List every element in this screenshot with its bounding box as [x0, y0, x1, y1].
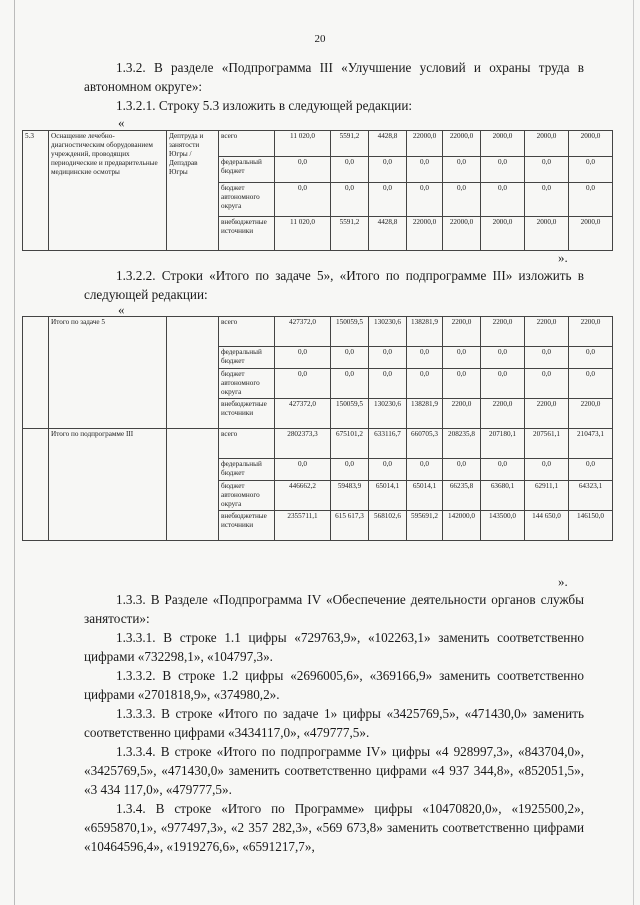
table-cell: 0,0 [443, 157, 481, 183]
funding-source: бюджет автономного округа [219, 481, 275, 511]
table-cell: 66235,8 [443, 481, 481, 511]
funding-source: всего [219, 429, 275, 459]
table-cell: 0,0 [275, 369, 331, 399]
close-quote-2: ». [558, 574, 568, 589]
table-cell: 2200,0 [525, 399, 569, 429]
table-cell: 446662,2 [275, 481, 331, 511]
group-number [23, 429, 49, 541]
table-cell: 0,0 [481, 459, 525, 481]
table-cell: 5591,2 [331, 217, 369, 251]
row-name: Оснащение лечебно-диагностическим оборудованием учреждений, проводящих периодические и предварительные медицинские осмотры [49, 131, 167, 251]
table-row-5-3 [22, 130, 613, 251]
table-cell: 2000,0 [481, 217, 525, 251]
table-cell: 150059,5 [331, 317, 369, 347]
scan-edge-right [633, 0, 634, 905]
table-cell: 144 650,0 [525, 511, 569, 541]
table-cell: 150059,5 [331, 399, 369, 429]
table-cell: 615 617,3 [331, 511, 369, 541]
table-cell: 22000,0 [407, 217, 443, 251]
table-cell: 2200,0 [481, 317, 525, 347]
group-name: Итого по задаче 5 [49, 317, 167, 429]
table-cell: 2802373,3 [275, 429, 331, 459]
table-cell: 595691,2 [407, 511, 443, 541]
table-row [23, 317, 613, 347]
table-cell: 2200,0 [525, 317, 569, 347]
paragraph-1-3-3-2: 1.3.3.2. В строке 1.2 цифры «2696005,6», «369166,9» заменить соответственно цифрами «2701818,9», «374980,2». [84, 668, 584, 702]
table-cell: 2200,0 [443, 399, 481, 429]
table-cell: 0,0 [407, 459, 443, 481]
paragraph-1-3-2-2: 1.3.2.2. Строки «Итого по задаче 5», «Итого по подпрограмме III» изложить в следующей редакции: [84, 268, 584, 302]
table-cell: 0,0 [331, 183, 369, 217]
table-cell: 207180,1 [481, 429, 525, 459]
table-cell: 146150,0 [569, 511, 613, 541]
table-cell: 0,0 [369, 347, 407, 369]
table-cell: 0,0 [481, 347, 525, 369]
table-cell: 0,0 [331, 157, 369, 183]
funding-source: внебюджетные источники [219, 511, 275, 541]
table-cell: 143500,0 [481, 511, 525, 541]
table-cell: 0,0 [407, 369, 443, 399]
table-cell: 0,0 [275, 157, 331, 183]
table-cell: 11 020,0 [275, 217, 331, 251]
table-cell: 0,0 [407, 347, 443, 369]
table-cell: 22000,0 [443, 131, 481, 157]
table-cell: 59483,9 [331, 481, 369, 511]
table-cell: 660705,3 [407, 429, 443, 459]
group-executor [167, 429, 219, 541]
paragraph-1-3-2: 1.3.2. В разделе «Подпрограмма III «Улучшение условий и охраны труда в автономном округе»: [84, 60, 584, 94]
table-cell: 0,0 [525, 369, 569, 399]
table-cell: 0,0 [443, 369, 481, 399]
table-cell: 63680,1 [481, 481, 525, 511]
table-cell: 568102,6 [369, 511, 407, 541]
row-number: 5.3 [23, 131, 49, 251]
table-cell: 0,0 [331, 369, 369, 399]
table-cell: 22000,0 [407, 131, 443, 157]
paragraph-1-3-3-3: 1.3.3.3. В строке «Итого по задаче 1» цифры «3425769,5», «471430,0» заменить соответственно цифрами «3434117,0», «479777,5». [84, 706, 584, 740]
table-cell: 4428,8 [369, 217, 407, 251]
table-cell: 0,0 [481, 369, 525, 399]
table-cell: 64323,1 [569, 481, 613, 511]
table-cell: 0,0 [369, 459, 407, 481]
table-cell: 0,0 [569, 347, 613, 369]
table-cell: 0,0 [275, 183, 331, 217]
table-cell: 138281,9 [407, 317, 443, 347]
row-executor: Дептруда и занятости Югры / Депздрав Югры [167, 131, 219, 251]
paragraph-1-3-4: 1.3.4. В строке «Итого по Программе» цифры «10470820,0», «1925500,2», «6595870,1», «977497,3», «2 357 282,3», «569 673,8» заменить соответственно цифрами «10464596,4», «1919276,6», «6591217,7», [84, 801, 584, 854]
table-cell: 0,0 [481, 157, 525, 183]
table-cell: 11 020,0 [275, 131, 331, 157]
funding-source: внебюджетные источники [219, 399, 275, 429]
table-cell: 675101,2 [331, 429, 369, 459]
table-cell: 0,0 [525, 157, 569, 183]
open-quote-2: « [118, 302, 125, 317]
paragraph-1-3-2-1: 1.3.2.1. Строку 5.3 изложить в следующей редакции: [116, 98, 413, 113]
funding-source: федеральный бюджет [219, 157, 275, 183]
table-cell: 633116,7 [369, 429, 407, 459]
funding-source: федеральный бюджет [219, 459, 275, 481]
paragraph-1-3-3-1: 1.3.3.1. В строке 1.1 цифры «729763,9», «102263,1» заменить соответственно цифрами «732298,1», «104797,3». [84, 630, 584, 664]
table-cell: 208235,8 [443, 429, 481, 459]
table-cell: 2200,0 [443, 317, 481, 347]
table-cell: 2200,0 [569, 399, 613, 429]
paragraph-1-3-3: 1.3.3. В Разделе «Подпрограмма IV «Обеспечение деятельности органов службы занятости»: [84, 592, 584, 626]
funding-source: внебюджетные источники [219, 217, 275, 251]
funding-source: всего [219, 131, 275, 157]
group-name: Итого по подпрограмме III [49, 429, 167, 541]
table-cell: 0,0 [525, 183, 569, 217]
table-cell: 0,0 [569, 369, 613, 399]
table-cell: 142000,0 [443, 511, 481, 541]
table-row [23, 429, 613, 459]
table-row [23, 131, 613, 157]
page-number: 20 [314, 33, 326, 45]
table-cell: 0,0 [275, 459, 331, 481]
close-quote-1: ». [558, 250, 568, 265]
scan-edge-left [14, 0, 15, 905]
table-cell: 0,0 [369, 183, 407, 217]
table-cell: 2200,0 [569, 317, 613, 347]
table-cell: 207561,1 [525, 429, 569, 459]
table-cell: 2355711,1 [275, 511, 331, 541]
funding-source: бюджет автономного округа [219, 369, 275, 399]
table-cell: 210473,1 [569, 429, 613, 459]
funding-source: бюджет автономного округа [219, 183, 275, 217]
table-cell: 2000,0 [569, 131, 613, 157]
table-cell: 62911,1 [525, 481, 569, 511]
table-cell: 0,0 [525, 459, 569, 481]
table-cell: 0,0 [443, 459, 481, 481]
table-cell: 2000,0 [481, 131, 525, 157]
funding-source: всего [219, 317, 275, 347]
table-cell: 138281,9 [407, 399, 443, 429]
table-cell: 0,0 [369, 157, 407, 183]
table-totals [22, 316, 613, 541]
table-cell: 22000,0 [443, 217, 481, 251]
table-cell: 130230,6 [369, 317, 407, 347]
table-cell: 130230,6 [369, 399, 407, 429]
table-cell: 65014,1 [407, 481, 443, 511]
funding-source: федеральный бюджет [219, 347, 275, 369]
table-cell: 0,0 [407, 157, 443, 183]
table-cell: 0,0 [331, 459, 369, 481]
table-cell: 0,0 [525, 347, 569, 369]
table-cell: 0,0 [569, 157, 613, 183]
table-cell: 427372,0 [275, 317, 331, 347]
group-number [23, 317, 49, 429]
table-cell: 2000,0 [525, 131, 569, 157]
table-cell: 0,0 [569, 183, 613, 217]
table-cell: 0,0 [569, 459, 613, 481]
table-cell: 0,0 [443, 183, 481, 217]
table-cell: 65014,1 [369, 481, 407, 511]
table-cell: 0,0 [407, 183, 443, 217]
paragraph-1-3-3-4: 1.3.3.4. В строке «Итого по подпрограмме IV» цифры «4 928997,3», «843704,0», «3425769,5», «471430,0» заменить соответственно цифрами «4 937 344,8», «852051,5», «3 434 117,0», «479777,5». [84, 744, 584, 797]
table-cell: 0,0 [331, 347, 369, 369]
table-cell: 4428,8 [369, 131, 407, 157]
table-cell: 5591,2 [331, 131, 369, 157]
table-cell: 0,0 [443, 347, 481, 369]
table-cell: 0,0 [369, 369, 407, 399]
group-executor [167, 317, 219, 429]
table-cell: 2200,0 [481, 399, 525, 429]
table-cell: 427372,0 [275, 399, 331, 429]
open-quote-1: « [118, 115, 125, 130]
table-cell: 2000,0 [569, 217, 613, 251]
table-cell: 0,0 [275, 347, 331, 369]
table-cell: 0,0 [481, 183, 525, 217]
table-cell: 2000,0 [525, 217, 569, 251]
